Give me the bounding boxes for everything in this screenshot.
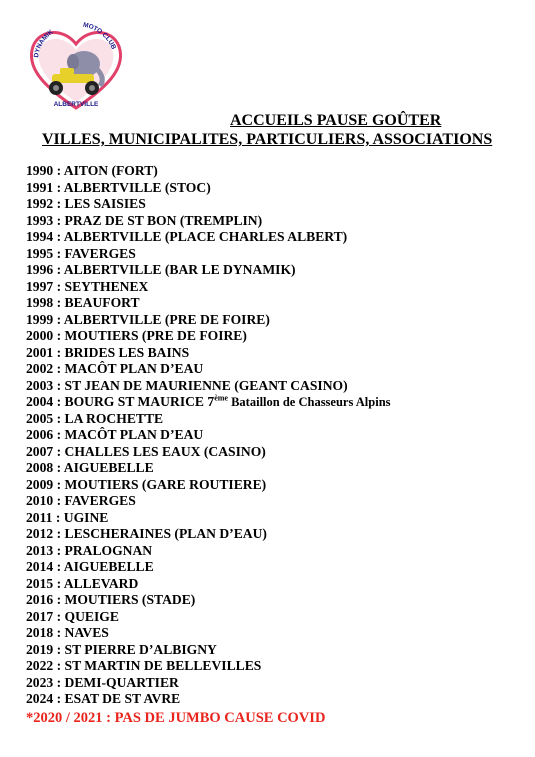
list-item: 2001 : BRIDES LES BAINS xyxy=(26,344,190,360)
list-item: 2019 : ST PIERRE D’ALBIGNY xyxy=(26,641,217,657)
list-item: 1990 : AITON (FORT) xyxy=(26,163,158,178)
list-item: 2000 : MOUTIERS (PRE DE FOIRE) xyxy=(26,328,247,343)
list-item: 2009 : MOUTIERS (GARE ROUTIERE) xyxy=(26,476,267,492)
list-item: 2007 : CHALLES LES EAUX (CASINO) xyxy=(26,443,266,459)
year-list xyxy=(26,163,391,708)
list-item: 2012 : LESCHERAINES (PLAN D’EAU) xyxy=(26,526,267,541)
list-item: 1995 : FAVERGES xyxy=(26,245,136,261)
list-item: 1992 : LES SAISIES xyxy=(26,196,146,211)
list-item: 2017 : QUEIGE xyxy=(26,608,119,624)
list-item: 2002 : MACÔT PLAN D’EAU xyxy=(26,361,204,376)
list-item: 1997 : SEYTHENEX xyxy=(26,278,149,294)
list-item: 2024 : ESAT DE ST AVRE xyxy=(26,691,181,706)
list-item: 2005 : LA ROCHETTE xyxy=(26,410,164,426)
list-item-rest: Bataillon de Chasseurs Alpins xyxy=(227,395,391,409)
logo-top-text: DYNAMIK xyxy=(33,28,55,59)
page-title: ACCUEILS PAUSE GOÛTER xyxy=(230,112,442,129)
list-item: 1991 : ALBERTVILLE (STOC) xyxy=(26,179,211,195)
list-item: 2014 : AIGUEBELLE xyxy=(26,559,154,574)
list-item: 1999 : ALBERTVILLE (PRE DE FOIRE) xyxy=(26,311,270,327)
list-item: 1996 : ALBERTVILLE (BAR LE DYNAMIK) xyxy=(26,262,296,277)
heart-moto-logo-icon xyxy=(26,22,126,114)
list-item: 2018 : NAVES xyxy=(26,625,109,640)
list-item: 2022 : ST MARTIN DE BELLEVILLES xyxy=(26,658,262,673)
club-logo xyxy=(26,22,126,114)
list-item: 1994 : ALBERTVILLE (PLACE CHARLES ALBERT) xyxy=(26,229,348,244)
list-item: 2008 : AIGUEBELLE xyxy=(26,460,154,475)
list-item: 2011 : UGINE xyxy=(26,509,109,525)
list-item: 2015 : ALLEVARD xyxy=(26,575,139,591)
list-item: 2023 : DEMI-QUARTIER xyxy=(26,674,179,690)
list-item: 2003 : ST JEAN DE MAURIENNE (GEANT CASINO) xyxy=(26,377,348,393)
list-item: 2016 : MOUTIERS (STADE) xyxy=(26,592,196,607)
list-item: 2013 : PRALOGNAN xyxy=(26,542,153,558)
list-item: 2010 : FAVERGES xyxy=(26,493,136,508)
list-item-main: 2004 : BOURG ST MAURICE 7 xyxy=(26,394,215,409)
list-item: 1998 : BEAUFORT xyxy=(26,295,140,310)
covid-note: *2020 / 2021 : PAS DE JUMBO CAUSE COVID xyxy=(26,710,326,726)
list-item: 1993 : PRAZ DE ST BON (TREMPLIN) xyxy=(26,212,263,228)
logo-top-text-right: MOTO CLUB xyxy=(82,22,117,51)
list-item-superscript: ème xyxy=(214,393,228,403)
list-item: 2006 : MACÔT PLAN D’EAU xyxy=(26,427,204,442)
logo-bottom-text: ALBERTVILLE xyxy=(53,101,99,108)
page-subtitle: VILLES, MUNICIPALITES, PARTICULIERS, ASSOCIATIONS xyxy=(42,131,493,148)
list-item xyxy=(26,394,391,411)
